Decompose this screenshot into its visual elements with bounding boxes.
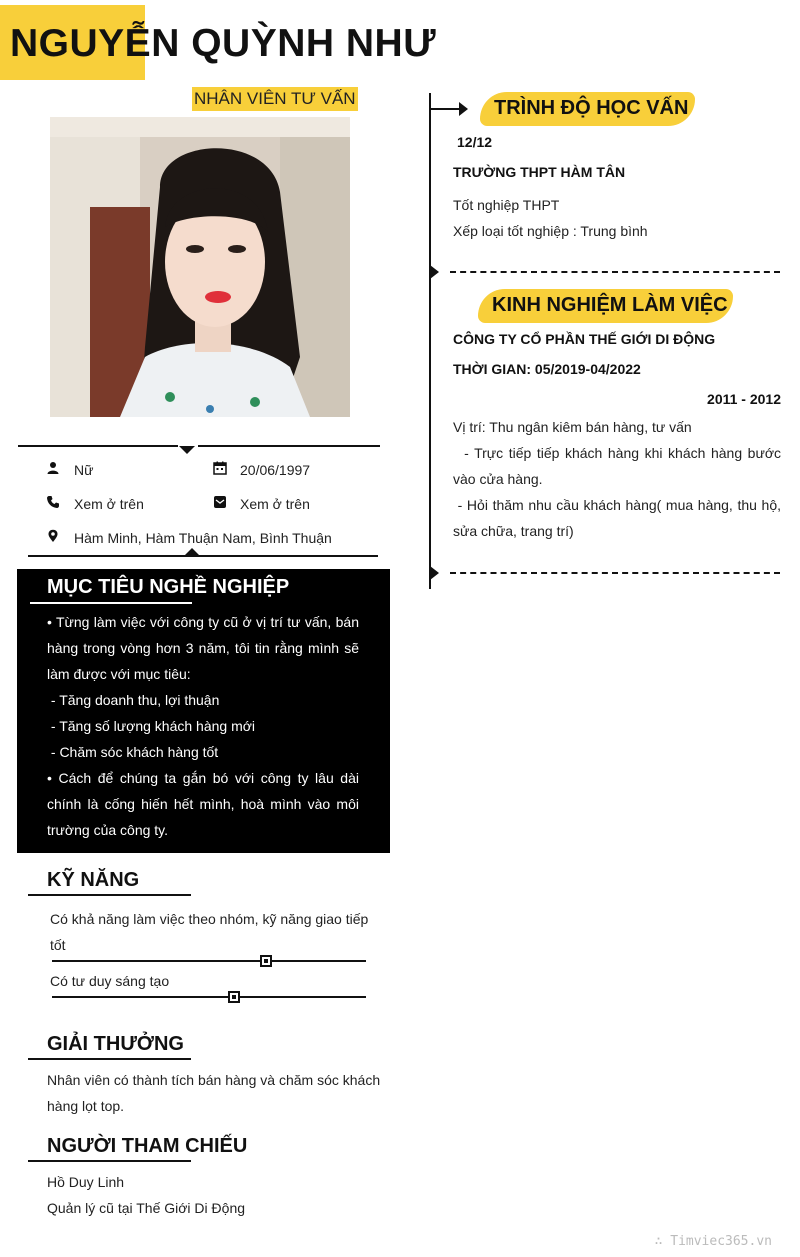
objective-line: - Tăng doanh thu, lợi thuận [47,692,220,708]
birthday-value: 20/06/1997 [240,462,311,478]
education-grade: 12/12 [457,134,493,150]
watermark: ∴ Timviec365.vn [654,1234,772,1249]
experience-duty-2: - Hỏi thăm nhu cầu khách hàng( mua hàng, thu hộ, sửa chữa, trang trí) [453,497,785,539]
education-line-1: Tốt nghiệp THPT [453,197,560,213]
skill-label-teamwork: Có khả năng làm việc theo nhóm, kỹ năng giao tiếp tốt [50,911,369,953]
contact-top-rule-left [18,445,178,447]
candidate-name: NGUYỄN QUỲNH NHƯ [10,22,437,65]
email-icon [213,495,227,509]
timeline-marker-icon [430,265,439,279]
email-value: Xem ở trên [240,496,310,512]
reference-name: Hồ Duy Linh [47,1174,125,1190]
user-icon [46,461,60,475]
skills-title: KỸ NĂNG [47,869,140,891]
skill-level-marker [228,991,240,1003]
awards-title-rule [28,1058,191,1060]
phone-value: Xem ở trên [74,496,144,512]
skill-level-marker [260,955,272,967]
contact-bottom-rule [28,555,378,557]
references-title-rule [28,1160,191,1162]
awards-title: GIẢI THƯỞNG [47,1033,184,1055]
timeline-marker-icon [430,566,439,580]
objective-title-rule [30,602,192,604]
calendar-icon [213,461,227,475]
phone-icon [46,495,60,509]
section-divider [450,271,780,273]
skill-label-creative: Có tư duy sáng tạo [50,973,170,989]
objective-title: MỤC TIÊU NGHỀ NGHIỆP [47,576,290,598]
objective-line: • Từng làm việc với công ty cũ ở vị trí tư vấn, bán hàng trong vòng hơn 3 năm, tôi tin rằng mình sẽ làm được với mục tiêu: [47,614,359,682]
experience-position: Vị trí: Thu ngân kiêm bán hàng, tư vấn [453,419,692,435]
timeline-line [429,93,431,589]
arrow-right-icon [459,102,468,116]
experience-company: CÔNG TY CỔ PHẦN THẾ GIỚI DI ĐỘNG [453,331,716,347]
education-arrow-stem [431,108,459,110]
contact-top-rule-right [198,445,380,447]
references-title: NGƯỜI THAM CHIẾU [47,1135,248,1157]
objective-body [47,609,359,843]
experience-duty-1: - Trực tiếp tiếp khách hàng khi khách hàng bước vào cửa hàng. [453,445,785,487]
objective-line: - Chăm sóc khách hàng tốt [47,744,219,760]
address-value: Hàm Minh, Hàm Thuận Nam, Bình Thuận [74,530,332,546]
section-divider [450,572,780,574]
job-title: NHÂN VIÊN TƯ VẤN [192,87,358,111]
education-school: TRƯỜNG THPT HÀM TÂN [453,164,626,180]
objective-line: • Cách để chúng ta gắn bó với công ty lâu dài chính là cống hiến hết mình, hoà mình vào môi trường của công ty. [47,770,359,838]
education-title: TRÌNH ĐỘ HỌC VẤN [494,97,689,119]
contact-top-marker [179,446,195,454]
map-marker-icon [46,529,60,543]
reference-role: Quản lý cũ tại Thế Giới Di Động [47,1200,246,1216]
profile-photo [50,117,350,417]
skill-bar-creative [52,996,366,998]
skill-bar-teamwork [52,960,366,962]
education-line-2: Xếp loại tốt nghiệp : Trung bình [453,223,648,239]
gender-value: Nữ [74,462,94,478]
experience-period: THỜI GIAN: 05/2019-04/2022 [453,361,641,377]
experience-years: 2011 - 2012 [707,391,781,407]
experience-title: KINH NGHIỆM LÀM VIỆC [492,294,728,316]
objective-line: - Tăng số lượng khách hàng mới [47,718,256,734]
skills-title-rule [28,894,191,896]
awards-text: Nhân viên có thành tích bán hàng và chăm sóc khách hàng lọt top. [47,1072,381,1114]
career-objective-panel [17,569,390,853]
